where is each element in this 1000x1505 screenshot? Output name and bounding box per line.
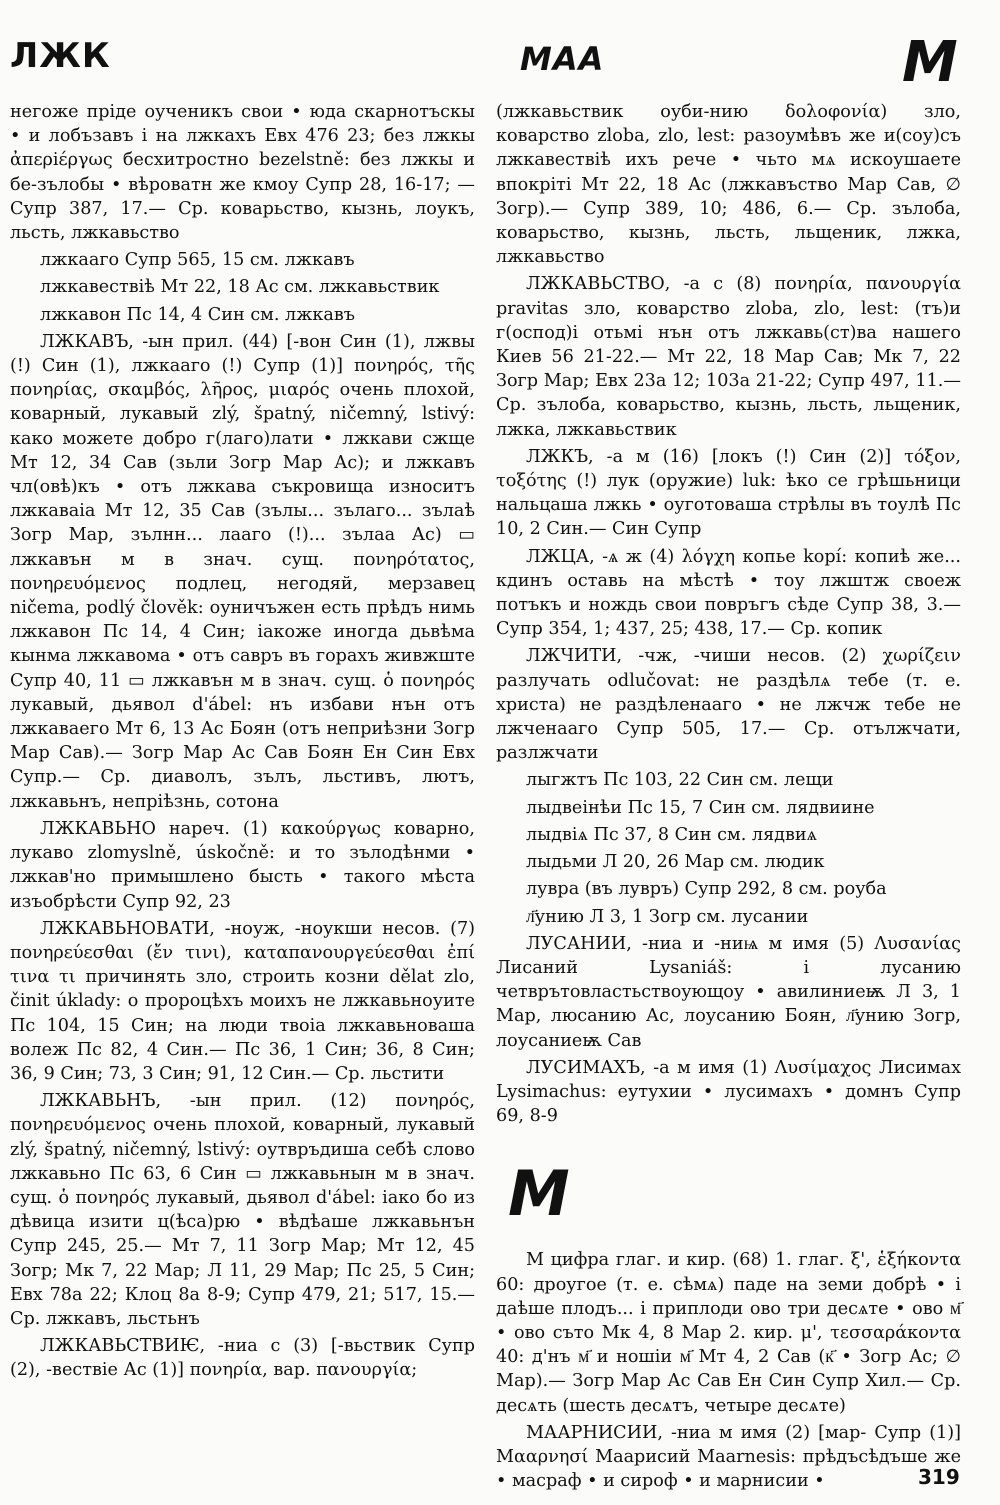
right-column-entries [496,100,961,1128]
dictionary-entry: лыдьми Л 20, 26 Мар см. людик [526,852,825,873]
dictionary-entry: лувра (въ лувръ) Супр 292, 8 см. роуба [526,879,887,900]
section-letter-header: М [902,30,958,95]
dictionary-entry: лжкавествiѣ Мт 22, 18 Ас см. лжкавьствик [40,277,440,298]
right-column [496,100,961,1496]
dictionary-entry: ЛУСАНИИ, -ниа и -ниѩ м имя (5) Λυσανίας Лисаний Lysaniáš: i лусанию четврътовластьствоующоу • авилиниеѭ Л 3, 1 Мар, люсанию Ас, лоусанию Боян, л҃унию Зогр, лоусаниеѭ Сав [496,933,961,1051]
dictionary-entry: лжкавон Пс 14, 4 Син см. лжкавъ [40,304,355,325]
dictionary-entry: МААРНИСИИ, -ниа м имя (2) [мар- Супр (1)] Μααρνησί Маарисий Maarnesis: прѣдъсѣдъше же • масраф • и сироф • и марнисии • [496,1422,961,1492]
dictionary-entry: ЛЖКАВЬСТВО, -а с (8) πονηρία, πανουργία pravitas зло, коварство zloba, zlo, lest: (тъ)и г(оспод)i отьмi нън отъ лжкавь(ст)ва нашего Киев 56 21-22.— Мт 22, 18 Мар Сав; Мк 7, 22 Зогр Мар; Евх 23а 12; 103а 21-22; Супр 497, 11.— Ср. зълоба, коварьство, кызнь, льсть, льщеник, лжка, лжкавьствик [496,274,961,440]
dictionary-entry: лыдвiѧ Пс 37, 8 Син см. лядвиѧ [526,824,818,845]
page-number: 319 [918,1465,960,1489]
dictionary-entry: негоже прiде оученикъ свои • юда скарнотъскы • и лобъзавъ i на лжкахъ Евх 476 23; без лжкы ἀπερiέργως бесхитростно bezelstně: без лжкы и бе-зълобы • вѣроватн же кмоу Супр 28, 16-17; — Супр 387, 17.— Ср. коварьство, кызнь, лоукъ, льсть, лжкавьство [10,102,475,244]
dictionary-entry: ЛЖКАВЬНО нареч. (1) κακούργως коварно, лукаво zlomyslně, úskočně: и то зълодѣнми • лжкав'но примышлено бысть • такого мѣста изъобрѣсти Супр 92, 23 [10,818,475,912]
dictionary-entry: ЛЖЧИТИ, -чж, -чиши несов. (2) χωρίζειν разлучать odlučovat: не раздѣлѧ тебе (т. е. христа) не раздѣленааго • не лжчж тебе не лжченааго Супр 505, 17.— Ср. отължчати, разлжчати [496,646,961,764]
dictionary-entry: ЛЖКЪ, -а м (16) [локъ (!) Син (2)] τόξον, τοξότης (!) лук (оружие) luk: ѣко се грѣшьници нальцаша лжкь • оуготоваша стрѣлы въ тоулѣ Пс 10, 2 Син.— Син Супр [496,446,961,540]
section-letter: М [508,1157,570,1231]
dictionary-entry: ЛУСИМАХЪ, -а м имя (1) Λυσίμαχος Лисимах Lysimachus: еутухии • лусимахъ • домнъ Супр 69, 8-9 [496,1057,961,1127]
right-column-entries-after [496,1248,961,1493]
dictionary-entry: ЛЖКАВЬНЪ, -ын прил. (12) πονηρός, πονηρευόμενος очень плохой, коварный, лукавый zlý, špatný, ničemný, lstivý: оутвръдиша себѣ слово лжкавьно Пс 63, 6 Син ▭ лжкавьнын м в знач. сущ. ὁ πονηρός лукавый, дьявол d'ábel: iако бо из дѣвица изити ц(ѣса)рю • вѣдѣаше лжкавьнън Супр 245, 25.— Мт 7, 11 Зогр Мар; Мт 12, 45 Зогр; Мк 7, 22 Мар; Л 11, 29 Мар; Пс 25, 5 Син; Евх 78а 22; Клоц 8а 8-9; Супр 479, 21; 517, 15.— Ср. лжкавъ, льстьнъ [10,1091,475,1329]
dictionary-entry: ЛЖКАВЬНОВАТИ, -ноуж, -ноукши несов. (7) πονηρεύεσθαι (ἔν τινι), καταπανουργεύεσθαι ἐπί τινα τι причинять зло, строить козни dělat zlo, činit úklady: о пророцѣхъ моихъ не лжкавьноуите Пс 104, 15 Син; на люди твоiа лжкавьноваша волеж Пс 82, 4 Син.— Пс 36, 1 Син; 36, 8 Син; 36, 9 Син; 73, 3 Син; 91, 12 Син.— Ср. льстити [10,918,475,1084]
running-header-right: МАА [520,40,605,78]
dictionary-entry: лыгжтъ Пс 103, 22 Син см. лещи [526,770,834,791]
dictionary-entry: ЛЖКАВЬСТВИѤ, -ниа с (3) [-вьствик Супр (2), -вествiе Ас (1)] πονηρία, вар. πανουργία; [10,1336,475,1381]
dictionary-entry: М цифра глаг. и кир. (68) 1. глаг. ξ', ἑξήκοντα 60: дроугое (т. е. сѣмѧ) паде на земи добрѣ • i даѣше плодъ... i приплоди ово три десѧте • ово м҃ • ово съто Мк 4, 8 Мар 2. кир. μ', τεσσαράκοντα 40: д'нъ м҃ и ношiи м҃ Мт 4, 2 Сав (к҃ • Зогр Ас; ∅ Мар).— Зогр Мар Ас Сав Ен Син Супр Хил.— Ср. десѧть (шесть десѧтъ, четыре десѧте) [496,1250,961,1416]
dictionary-entry: ЛЖКАВЪ, -ын прил. (44) [-вон Син (1), лжвы (!) Син (1), лжкааго (!) Супр (1)] πονηρός, τῆς πονηρίας, σκαμβός, λῆρος, μιαρός очень плохой, коварный, лукавый zlý, špatný, ničemný, lstivý: како можете добро г(лаго)лати • лжкави сжще Мт 12, 34 Сав (зьли Зогр Мар Ас); и лжкавъ чл(овѣ)къ • отъ лжкава съкровища износитъ лжкаваiа Мт 12, 35 Сав (зълы... зълаго... зълаѣ Зогр Мар, зълнн... лааго (!)... зълаа Ас) ▭ лжкавън м в знач. сущ. πονηρότατος, πονηρευόμενος подлец, негодяй, мерзавец ničema, podlý člověk: оуничъжен есть прѣдъ нимь лжкавон Пс 14, 4 Син; iакоже иногда дьвѣма кынма лжкавома • отъ савръ въ горахъ живжште Супр 40, 11 ▭ лжкавън м в знач. сущ. ὁ πονηρός лукавый, дьявол d'ábel: нъ избави нън отъ лжкаваего Мт 6, 13 Ас Боян (отъ неприѣзни Зогр Мар Сав).— Зогр Мар Ас Сав Боян Ен Син Евх Супр.— Ср. диаволъ, зълъ, льстивъ, лютъ, лжкавьнъ, непрiѣзнь, сотона [10,331,475,812]
running-header-left: ЛЖК [10,36,111,76]
dictionary-entry: лжкааго Супр 565, 15 см. лжкавъ [40,250,355,271]
dictionary-entry: лыдвеiнѣи Пс 15, 7 Син см. лядвиине [526,797,875,818]
dictionary-entry: л҃унию Л 3, 1 Зогр см. лусании [526,906,809,927]
dictionary-entry: (лжкавьствик оуби-нию δολοφονία) зло, коварство zloba, zlo, lest: разоумѣвъ же и(соу)съ лжкавествiѣ ихъ рече • чьто мѧ искоушаете впокрiтi Мт 22, 18 Ас (лжкавъство Мар Сав, ∅ Зогр).— Супр 389, 10; 486, 6.— Ср. зълоба, коварьство, кызнь, льсть, льщеник, лжка, лжкавьство [496,102,961,268]
left-column [10,100,475,1386]
dictionary-entry: ЛЖЦА, -ѧ ж (4) λόγχη копье kopí: копиѣ же... кдинъ оставь на мѣстѣ • тоу лжштж своеж потъкъ и нождь свои повръгъ сѣде Супр 38, 3.— Супр 354, 1; 437, 25; 438, 17.— Ср. копик [496,546,961,640]
